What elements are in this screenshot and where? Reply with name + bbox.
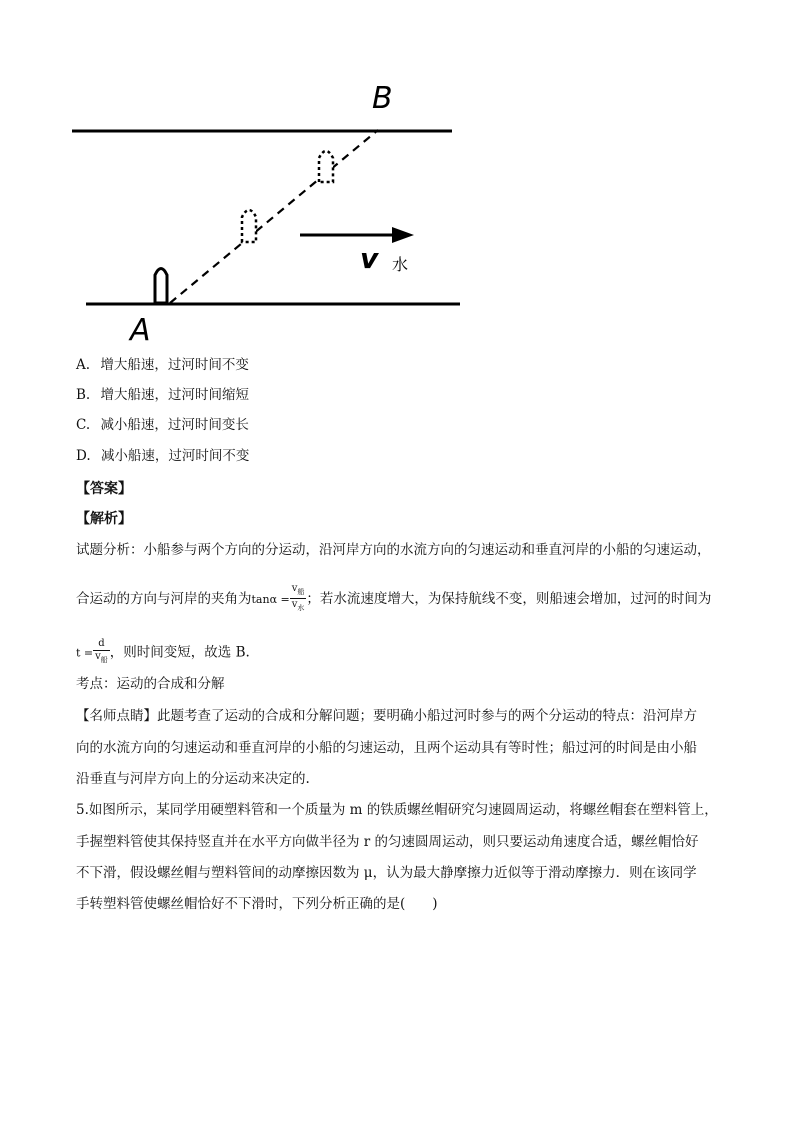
option-a <box>76 356 249 374</box>
boat-dotted-middle <box>242 210 256 242</box>
label-a: A <box>130 313 151 348</box>
label-v: v <box>360 242 379 275</box>
tan-formula-denominator: $v_水$ <box>291 599 305 612</box>
time-formula-numerator: d <box>93 638 110 651</box>
question5-line-2: 手握塑料管使其保持竖直并在水平方向做半径为 r 的匀速圆周运动，则只要运动角速度合适，螺丝帽恰好 <box>76 834 699 850</box>
boat-dotted-top <box>319 151 333 182</box>
analysis-label: 【解析】 <box>76 511 132 527</box>
analysis-line-2-suffix: ；若水流速度增大，为保持航线不变，则船速会增加，过河的时间为 <box>306 591 712 607</box>
tan-formula-numerator: $v_船$ <box>290 583 307 599</box>
option-b <box>76 386 249 404</box>
option-b-letter: B. <box>76 387 91 403</box>
option-b-text: 增大船速，过河时间缩短 <box>100 387 250 403</box>
kaodian-line: 考点：运动的合成和分解 <box>76 676 225 692</box>
analysis-line-2 <box>76 584 711 615</box>
river-crossing-figure <box>60 70 480 355</box>
water-velocity-arrowhead <box>392 227 414 243</box>
label-b: B <box>372 81 393 116</box>
answer-label: 【答案】 <box>76 481 132 497</box>
option-c-text: 减小船速，过河时间变长 <box>100 417 249 433</box>
tan-formula-lhs: tanα = <box>251 593 290 606</box>
analysis-line-3 <box>76 639 250 667</box>
question5-line-3: 不下滑，假设螺丝帽与塑料管间的动摩擦因数为 μ，认为最大静摩擦力近似等于滑动摩擦力．则在该同学 <box>76 865 697 881</box>
question5-line-1: 5.如图所示，某同学用硬塑料管和一个质量为 m 的铁质螺丝帽研究匀速圆周运动，将螺丝帽套在塑料管上， <box>76 802 718 818</box>
option-a-text: 增大船速，过河时间不变 <box>100 357 249 373</box>
analysis-line-2-prefix: 合运动的方向与河岸的夹角为 <box>76 591 252 607</box>
option-c-letter: C. <box>76 417 91 433</box>
question5-line-4: 手转塑料管使螺丝帽恰好不下滑时，下列分析正确的是( ) <box>76 896 438 912</box>
label-water: 水 <box>392 255 409 274</box>
boat-path-dashed <box>170 130 378 303</box>
analysis-line-1: 试题分析：小船参与两个方向的分运动，沿河岸方向的水流方向的匀速运动和垂直河岸的小船的匀速运动， <box>76 542 711 558</box>
option-d-text: 减小船速，过河时间不变 <box>100 448 250 464</box>
teacher-note-line-1: 【名师点睛】此题考查了运动的合成和分解问题；要明确小船过河时参与的两个分运动的特点：沿河岸方 <box>76 708 697 724</box>
option-d <box>76 447 249 465</box>
time-formula-fraction <box>93 638 110 666</box>
teacher-note-line-2: 向的水流方向的匀速运动和垂直河岸的小船的匀速运动，且两个运动具有等时性；船过河的时间是由小船 <box>76 740 697 756</box>
river-diagram <box>60 70 480 355</box>
time-formula-lhs: t = <box>76 646 94 660</box>
option-a-letter: A. <box>76 357 91 373</box>
boat-at-a <box>155 269 167 304</box>
analysis-line-3-suffix: ，则时间变短，故选 B. <box>109 644 250 661</box>
time-formula-denominator: $v_船$ <box>95 651 108 664</box>
option-c <box>76 416 249 434</box>
option-d-letter: D. <box>76 448 91 464</box>
tan-formula-fraction <box>290 583 307 614</box>
teacher-note-line-3: 沿垂直与河岸方向上的分运动来决定的. <box>76 771 310 787</box>
